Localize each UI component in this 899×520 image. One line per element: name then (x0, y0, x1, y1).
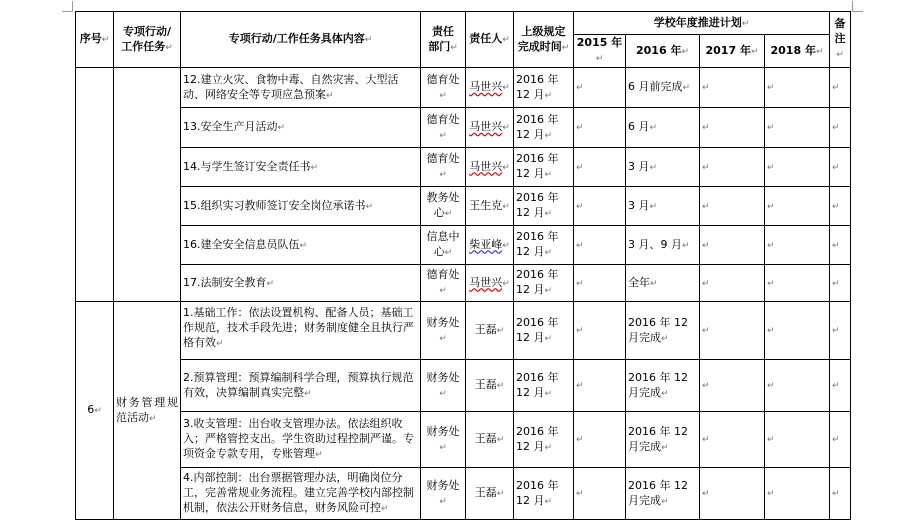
cell-person: 马世兴↵ (466, 148, 514, 187)
cell-dept: 德育处↵ (421, 148, 466, 187)
cell-deadline: 2016 年 12 月↵ (514, 226, 574, 265)
cell-remark: ↵ (830, 68, 851, 108)
cell-2015: ↵ (574, 468, 626, 520)
header-year-2016: 2016 年↵ (626, 35, 700, 68)
cell-deadline: 2016 年 12 月↵ (514, 187, 574, 226)
header-dept: 责任 部门↵ (421, 12, 466, 68)
cell-2016: 3 月、9 月↵ (626, 226, 700, 265)
cell-deadline: 2016 年 12 月↵ (514, 148, 574, 187)
cell-content: 1.基础工作：依法设置机构、配备人员；基础工作规范，技术手段先进；财务制度健全且执行严格有效↵ (181, 302, 421, 360)
cell-person: 王磊↵ (466, 412, 514, 468)
cell-group-no: 6↵ (76, 302, 114, 520)
cell-2017: ↵ (700, 468, 765, 520)
cell-person: 马世兴↵ (466, 68, 514, 108)
cell-deadline: 2016 年 12 月↵ (514, 468, 574, 520)
cell-action (114, 68, 181, 302)
cell-remark: ↵ (830, 226, 851, 265)
cell-remark: ↵ (830, 468, 851, 520)
cell-2015: ↵ (574, 412, 626, 468)
cell-2017: ↵ (700, 187, 765, 226)
cell-2017: ↵ (700, 412, 765, 468)
cell-person: 王磊↵ (466, 302, 514, 360)
cell-2018: ↵ (765, 148, 830, 187)
header-year-2017: 2017 年↵ (700, 35, 765, 68)
table-row (76, 187, 851, 226)
cell-deadline: 2016 年 12 月↵ (514, 265, 574, 302)
cell-content: 16.建全安全信息员队伍↵ (181, 226, 421, 265)
page-corner-mark-right (852, 1, 863, 12)
header-row-1 (76, 12, 851, 35)
cell-2015: ↵ (574, 148, 626, 187)
cell-2018: ↵ (765, 108, 830, 148)
cell-dept: 财务处↵ (421, 302, 466, 360)
table-row (76, 468, 851, 520)
cell-remark: ↵ (830, 148, 851, 187)
header-deadline: 上级规定 完成时间↵ (514, 12, 574, 68)
cell-2017: ↵ (700, 265, 765, 302)
cell-dept: 财务处↵ (421, 412, 466, 468)
cell-deadline: 2016 年 12 月↵ (514, 360, 574, 412)
cell-2018: ↵ (765, 265, 830, 302)
header-year-2015: 2015 年↵ (574, 35, 626, 68)
cell-2015: ↵ (574, 265, 626, 302)
cell-person: 王生克↵ (466, 187, 514, 226)
cell-2018: ↵ (765, 226, 830, 265)
cell-2016: 3 月↵ (626, 187, 700, 226)
cell-2017: ↵ (700, 302, 765, 360)
table-row (76, 68, 851, 108)
plan-table (75, 11, 851, 520)
cell-2016: 2016 年 12 月完成↵ (626, 302, 700, 360)
cell-content: 4.内部控制：出台票据管理办法，明确岗位分工，完善常规业务流程。建立完善学校内部控制机制，依法公开财务信息，财务风险可控↵ (181, 468, 421, 520)
cell-dept: 德育处↵ (421, 265, 466, 302)
cell-no (76, 68, 114, 302)
cell-remark: ↵ (830, 265, 851, 302)
cell-content: 13.安全生产月活动↵ (181, 108, 421, 148)
cell-group-action: 财务管理规范活动↵ (114, 302, 181, 520)
cell-deadline: 2016 年 12 月↵ (514, 302, 574, 360)
table-row (76, 226, 851, 265)
cell-2017: ↵ (700, 68, 765, 108)
header-no: 序号↵ (76, 12, 114, 68)
cell-dept: 教务处心↵ (421, 187, 466, 226)
cell-2018: ↵ (765, 302, 830, 360)
cell-remark: ↵ (830, 360, 851, 412)
cell-2017: ↵ (700, 360, 765, 412)
cell-deadline: 2016 年 12 月↵ (514, 108, 574, 148)
cell-2015: ↵ (574, 187, 626, 226)
cell-deadline: 2016 年 12 月↵ (514, 68, 574, 108)
cell-dept: 德育处↵ (421, 68, 466, 108)
table-row (76, 302, 851, 360)
header-action: 专项行动/ 工作任务↵ (114, 12, 181, 68)
cell-person: 王磊↵ (466, 360, 514, 412)
cell-remark: ↵ (830, 187, 851, 226)
table-row (76, 412, 851, 468)
cell-remark: ↵ (830, 302, 851, 360)
cell-2015: ↵ (574, 68, 626, 108)
cell-2018: ↵ (765, 468, 830, 520)
cell-2016: 6 月↵ (626, 108, 700, 148)
cell-2016: 2016 年 12 月完成↵ (626, 468, 700, 520)
cell-content: 15.组织实习教师签订安全岗位承诺书↵ (181, 187, 421, 226)
cell-remark: ↵ (830, 108, 851, 148)
page-corner-mark-left (62, 1, 73, 12)
header-year-2018: 2018 年↵ (765, 35, 830, 68)
header-plan: 学校年度推进计划↵ (574, 12, 830, 35)
cell-content: 2.预算管理：预算编制科学合理，预算执行规范有效，决算编制真实完整↵ (181, 360, 421, 412)
cell-dept: 财务处↵ (421, 360, 466, 412)
cell-content: 17.法制安全教育↵ (181, 265, 421, 302)
cell-dept: 德育处↵ (421, 108, 466, 148)
header-remark: 备 注↵ (830, 12, 851, 68)
table-row (76, 360, 851, 412)
header-person: 责任人↵ (466, 12, 514, 68)
cell-2016: 6 月前完成↵ (626, 68, 700, 108)
cell-2018: ↵ (765, 68, 830, 108)
table-row (76, 108, 851, 148)
cell-dept: 财务处↵ (421, 468, 466, 520)
cell-2015: ↵ (574, 226, 626, 265)
table-row (76, 265, 851, 302)
header-content: 专项行动/工作任务具体内容↵ (181, 12, 421, 68)
cell-2018: ↵ (765, 360, 830, 412)
table-row (76, 148, 851, 187)
cell-person: 马世兴↵ (466, 108, 514, 148)
cell-person: 王磊↵ (466, 468, 514, 520)
cell-deadline: 2016 年 12 月↵ (514, 412, 574, 468)
cell-2018: ↵ (765, 187, 830, 226)
cell-person: 柴亚峰↵ (466, 226, 514, 265)
cell-content: 3.收支管理：出台收支管理办法。依法组织收入；严格管控支出。学生资助过程控制严谨。专项资金专款专用，专账管理↵ (181, 412, 421, 468)
cell-2017: ↵ (700, 148, 765, 187)
cell-dept: 信息中心↵ (421, 226, 466, 265)
cell-2016: 3 月↵ (626, 148, 700, 187)
cell-2018: ↵ (765, 412, 830, 468)
cell-2016: 2016 年 12 月完成↵ (626, 360, 700, 412)
cell-2015: ↵ (574, 302, 626, 360)
cell-content: 12.建立火灾、食物中毒、自然灾害、大型活动、网络安全等专项应急预案↵ (181, 68, 421, 108)
cell-2016: 2016 年 12 月完成↵ (626, 412, 700, 468)
cell-content: 14.与学生签订安全责任书↵ (181, 148, 421, 187)
cell-person: 马世兴↵ (466, 265, 514, 302)
cell-2016: 全年↵ (626, 265, 700, 302)
cell-2017: ↵ (700, 226, 765, 265)
cell-remark: ↵ (830, 412, 851, 468)
cell-2017: ↵ (700, 108, 765, 148)
cell-2015: ↵ (574, 108, 626, 148)
cell-2015: ↵ (574, 360, 626, 412)
